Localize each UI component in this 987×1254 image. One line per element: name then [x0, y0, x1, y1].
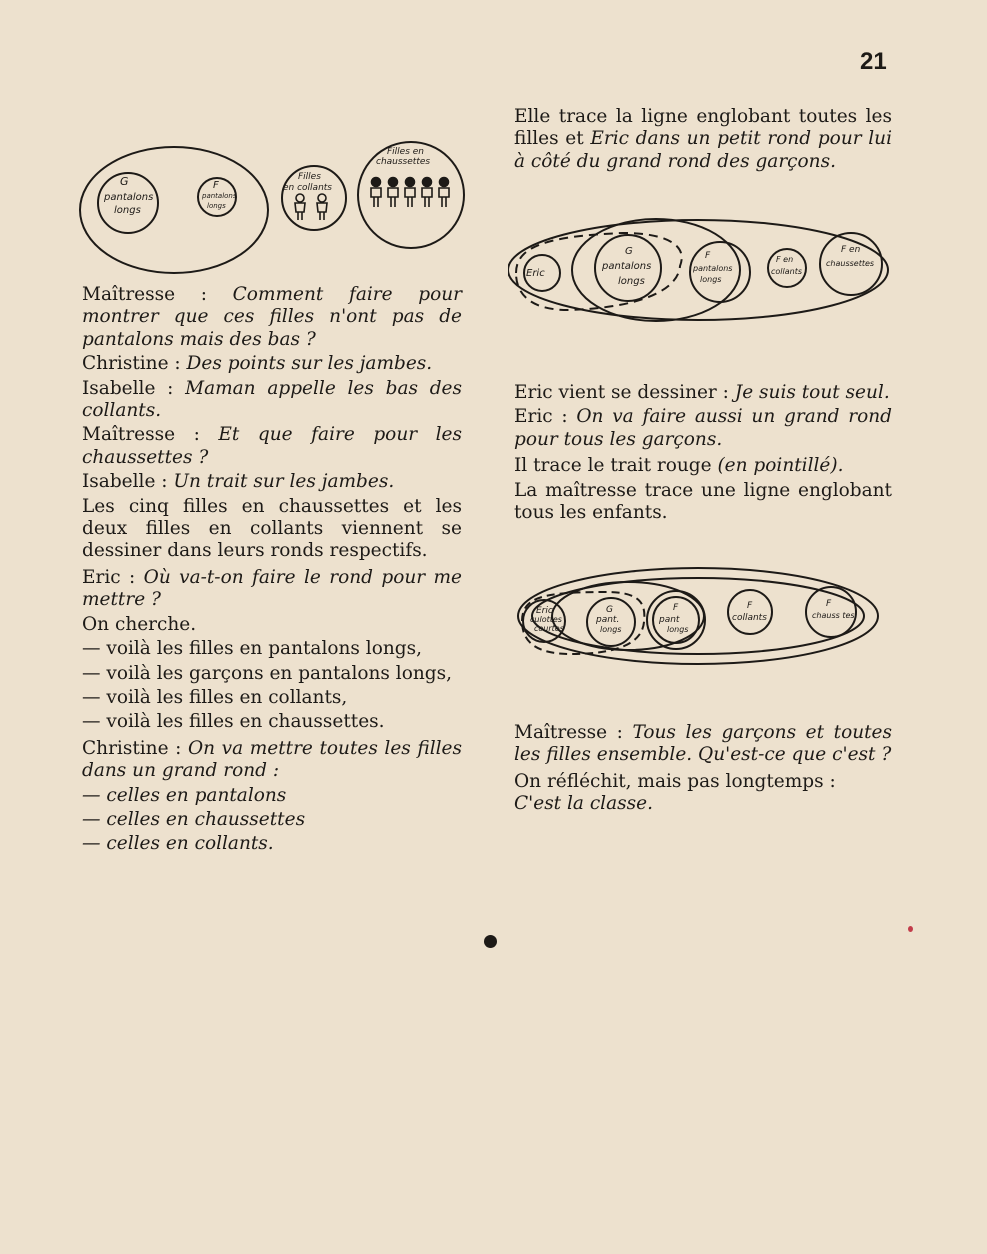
- fig2-f-text1: pantalons: [693, 264, 733, 273]
- fig2-eric-label: Eric: [526, 268, 545, 279]
- fig3-f-label: F: [673, 603, 679, 613]
- right-column-block-3: [514, 722, 892, 818]
- fig1-tights-text2: en collants: [283, 183, 332, 193]
- paragraph: La maîtresse trace une ligne englobant tous les enfants.: [514, 479, 892, 524]
- fig3-g-text1: pant.: [596, 615, 620, 625]
- paragraph: Maîtresse : Et que faire pour les chaussettes ?: [82, 424, 462, 468]
- left-column-text: [82, 284, 462, 858]
- fig3-f-text2: longs: [667, 625, 689, 634]
- paragraph: Les cinq filles en chaussettes et les deux filles en collants viennent se dessiner dans leurs ronds respectifs.: [82, 495, 462, 562]
- list-item: — celles en collants.: [82, 833, 274, 855]
- fig2-g-text2: longs: [618, 276, 645, 287]
- fig3-g-label: G: [606, 605, 613, 615]
- fig3-eric-text3: courtes: [534, 624, 564, 633]
- page-number: 21: [860, 48, 887, 75]
- fig2-fch-text1: F en: [841, 245, 861, 255]
- list-item: — voilà les garçons en pantalons longs,: [82, 662, 452, 684]
- fig3-fch-label: F: [826, 599, 832, 609]
- fig3-fc-label: F: [747, 601, 753, 611]
- paragraph: Eric vient se dessiner : Je suis tout seul.: [514, 382, 890, 403]
- girls-tights-circle: [728, 590, 772, 634]
- list-item: — voilà les filles en collants,: [82, 686, 348, 708]
- right-column-block-2: [514, 382, 892, 526]
- list-item: — celles en chaussettes: [82, 808, 306, 830]
- figure-3-set-diagram: [516, 564, 886, 669]
- paragraph: On réfléchit, mais pas longtemps : C'est la classe.: [514, 770, 836, 815]
- fig1-f-label: F: [213, 180, 219, 191]
- paragraph: Eric : Où va-t-on faire le rond pour me mettre ?: [82, 566, 462, 611]
- fig3-fc-text: collants: [732, 613, 767, 623]
- paragraph: Isabelle : Un trait sur les jambes.: [82, 471, 395, 493]
- paragraph: Il trace le trait rouge (en pointillé).: [514, 455, 844, 477]
- list-item: — voilà les filles en pantalons longs,: [82, 638, 422, 660]
- fig3-f-text1: pant: [659, 615, 680, 625]
- boys-and-girls-pants-ring: [80, 147, 268, 273]
- fig1-g-label: G: [120, 175, 129, 188]
- fig3-eric-text1: Eric: [536, 606, 553, 616]
- fig1-f-text1: pantalons: [202, 192, 237, 200]
- fig3-g-text2: longs: [600, 625, 622, 634]
- right-column-block-1: [514, 106, 892, 175]
- figure-2-set-diagram: [508, 216, 893, 326]
- list-item: — celles en pantalons: [82, 784, 287, 806]
- paragraph: Maîtresse : Comment faire pour montrer que ces filles n'ont pas de pantalons mais des bas ?: [82, 284, 463, 350]
- fig2-g-label: G: [625, 246, 633, 257]
- fig1-tights-text1: Filles: [298, 172, 321, 182]
- fig2-fch-text2: chaussettes: [826, 259, 875, 268]
- fig2-fc-text2: collants: [771, 267, 803, 276]
- paragraph: Christine : On va mettre toutes les filles dans un grand rond :: [82, 737, 462, 782]
- fig1-socks-text2: chaussettes: [376, 157, 431, 167]
- paragraph: Elle trace la ligne englobant toutes les filles et Eric dans un petit rond pour lui à côté du grand rond des garçons.: [514, 106, 893, 172]
- paragraph: On cherche.: [82, 613, 197, 635]
- fig2-f-text2: longs: [700, 275, 722, 284]
- paragraph: Eric : On va faire aussi un grand rond pour tous les garçons.: [514, 406, 892, 450]
- fig1-socks-text1: Filles en: [387, 147, 425, 157]
- fig1-g-text2: longs: [114, 205, 141, 216]
- fig2-f-label: F: [705, 251, 711, 261]
- fig3-fch-text: chauss tes: [812, 611, 855, 620]
- fig1-g-text1: pantalons: [104, 192, 154, 203]
- fig2-g-text1: pantalons: [602, 261, 652, 272]
- page-bullet-mark: [484, 935, 497, 948]
- fig2-fc-text1: F en: [776, 255, 794, 264]
- paragraph: Isabelle : Maman appelle les bas des collants.: [82, 377, 462, 422]
- paragraph: Christine : Des points sur les jambes.: [82, 353, 433, 375]
- fig3-eric-text2: culottes: [530, 615, 562, 624]
- paragraph: Maîtresse : Tous les garçons et toutes les filles ensemble. Qu'est-ce que c'est ?: [514, 722, 892, 766]
- fig1-f-text2: longs: [207, 202, 226, 210]
- figure-1-set-diagram: [78, 130, 478, 280]
- red-ink-mark: [908, 926, 913, 932]
- list-item: — voilà les filles en chaussettes.: [82, 711, 385, 733]
